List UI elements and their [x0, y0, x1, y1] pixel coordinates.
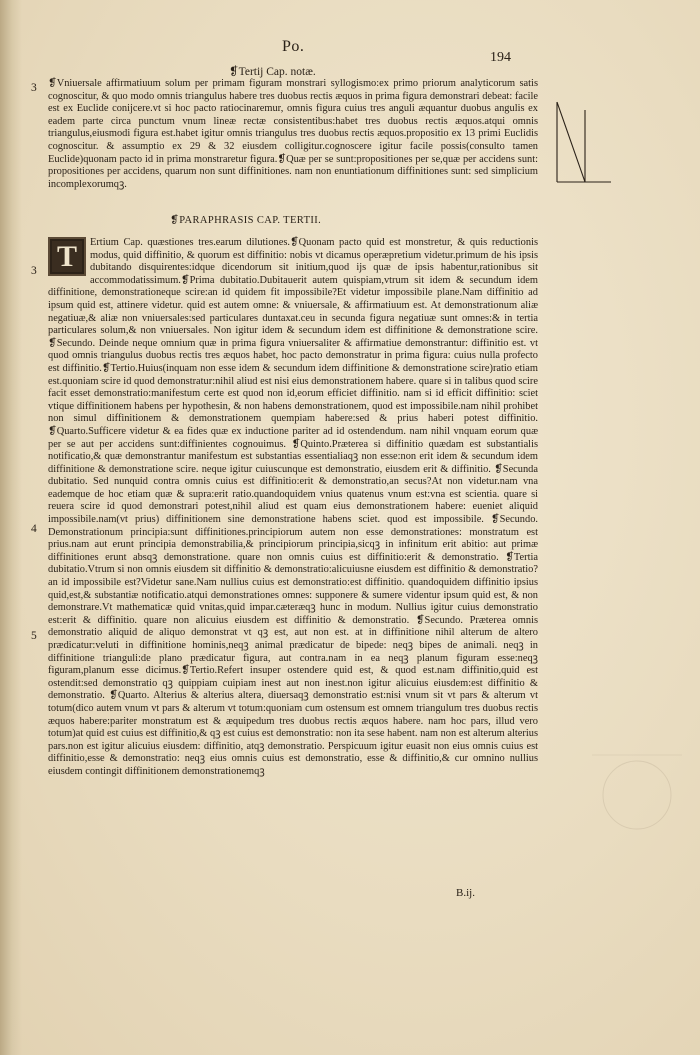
paraphrasis-heading: ❡PARAPHRASIS CAP. TERTII. — [170, 215, 322, 226]
margin-number: 3 — [31, 82, 37, 94]
note-text: ❡Vniuersale affirmatiuum solum per primam figuram monstrari syllogismo:ex primo priorum analyticorum satis cognoscitur, & quo modo omnis triangulus habere tres duobus rectis æquos in prima figura demonstrari debeat: facile est ex Euclide conijcere.vt si hoc pacto ratiocinaremur, omnis figura cuius tres anguli æquantur duobus angulis ex eadem parte circa punctum vnum lineæ rectæ consistentibus:habet tres duobus rectis æquos.atqui omnis triangulus,eiusmodi figura est.habet igitur omnis triangulus tres duobus rectis æquos.propositio ex 13 primi Euclidis cognoscitur. & assumptio ex 29 & 32 eiusdem colligitur.cognoscere igitur facile possis(consulto tamen Euclide)quonam pacto id in prima monstraretur figura.❡Quæ per se sunt:propositiones per se,quæ per accidens sunt: propositiones per accidens, quarum non sunt diffinitiones. nam non enuntiationum diffinitiones sunt: sed simplicium incomplexorumqꝫ. — [48, 78, 538, 190]
decorated-initial: T — [48, 237, 86, 276]
margin-number: 5 — [31, 630, 37, 642]
note-heading: ❡Tertij Cap. notæ. — [229, 66, 316, 78]
paraphrasis-text: Ertium Cap. quæstiones tres.earum dilutiones.❡Quonam pacto quid est monstretur, & quis reductionis modus, quid diffinitio, & quorum est diffinitio: nobis vt dicamus operæpretium videtur.primum de his ipsis dubitando disquirentes:idque dicendorum sit initium,quod ijs quæ de ipsis habentur,rationibus sit accommodatissimum.❡Prima dubitatio.Dubitauerit autem quispiam,vtrum sit idem & secundum idem diffinitione, demonstrationeque scire:an id quidem fit impossibile?Et videtur impossibile plane.Nam diffinitio ad ipsum quid est, attinere videtur. quid est autem omne: & vniuersale, & affirmatiuum est. At demonstrationum aliæ negatiuæ,& aliæ non vniuersales:sed particulares duntaxat.ceu in secunda figura negatiuæ sunt omnes:& in tertia particulares solum,& non vniuersales. Non igitur idem & secundum idem est diffinitione & demonstratione scire. ❡Secundo. Deinde neque omnium quæ in prima figura vniuersaliter & affirmatiue demonstrantur: diffinitio est. vt quod omnis triangulus duobus rectis tres æquos habet, hoc pacto demonstratur in prima figura: cuius nulla profecto est diffinitio.❡Tertio.Huius(inquam non esse idem & secundum idem diffinitione & demonstratione scire)ratio etiam est.quoniam scire id quod demonstratur:nihil aliud est nisi eius demonstrationem habere. quare si in talibus quod scire facit esset demonstratio:manifestum certe est quod non id,eorum efficiet diffinitio. nam si id efficit diffinitio: sciet vtique diffinitionem habens per hypothesin, & non habens demonstrationem, quod est impossibile.nam nihil prohibet non simul diffinitionem & demonstrationem quempiam habere:sed & prius haberi potest diffinitio. ❡Quarto.Sufficere videtur & ea fides quæ ex inductione pariter ad id ostendendum. nam nihil vnquam eorum quæ per se aut per accidens sunt:diffinientes cognouimus. ❡Quinto.Præterea si diffinitio quædam est substantialis notificatio,& quæ demonstrantur manifestum est substantias essentialiaqꝫ non esse:non erit idem & secundum idem diffinitione & demonstratione scire. neque igitur cuiuscunque est demonstratio, eiusdem erit & diffinitio. ❡Secunda dubitatio. Sed nunquid contra omnis cuius est diffinitio:erit & demonstratio,an secus?At non videtur.nam vna eademque de hoc etiam quæ & supra:erit ratio.quandoquidem vnius quatenus vnum est:vna est scientia. quare si reuera scire id quod demonstrari potest,nihil aliud est quam eius demonstrationem habere: eueniet aliquid impossibile.nam(vt prius) diffinitionem sine demonstratione habens sciet. quod est impossibile. ❡Secundo. Demonstrationum principia:sunt diffinitiones.principiorum autem non esse demonstrationes: monstratum est prius.nam aut erunt principia demonstrabilia,& principiorum principia,sicqꝫ in infinitum erit abitio: aut primæ diffinitiones erunt absqꝫ demonstratione. quare non omnis cuius est diffinitio:erit & demonstratio. ❡Tertia dubitatio.Vtrum si non omnis eiusdem sit diffinitio & demonstratio:alicuiusne eiusdem est diffinitio & demonstratio? an id impossibile est?Videtur sane.Nam nullius cuius est demonstratio:est diffinitio. quandoquidem diffinitio ipsius quid,est,& substantiæ notificatio.atqui demonstrationes omnes: supponere & sumere videntur ipsum quid est, & non demonstrare.Vt mathematicæ quid vnitas,quid impar.cæteræqꝫ hunc in modum. Nullius igitur cuius demonstratio est:erit & diffinitio. quare non alicuius eiusdem est diffinitio & demonstratio. ❡Secundo. Præterea omnis demonstratio aliquid de aliquo demonstrat vt qꝫ est, aut non est. at in diffinitione nihil alterum de altero prædicatur:veluti in diffinitione hominis,neqꝫ animal prædicatur de bipede: neqꝫ bipes de animali. neqꝫ in diffinitione trianguli:de plano prædicatur figura, aut contra.nam in ea neqꝫ planum figuram esse:neqꝫ figuram,planum esse dicimus.❡Tertio.Refert insuper ostendere quid est, & quod est.nam diffinitio,quid est ostendit:sed demonstratio qꝫ quippiam cuipiam inest aut non inest.non igitur alicuius eiusdem:est diffinitio & demonstratio. ❡Quarto. Alterius & alterius altera, diuersaqꝫ demonstratio est:nisi vnum sit vt pars & alterum vt totum(dico autem vnum vt pars & alterum vt totum:quoniam cum ostensum est omnem triangulum tres duobus rectis æquos habere:pariter monstratum est & æquipedum tres duobus rectis æquos habere. nam hoc pars, illud vero totum)at quid est cuius est diffinitio,& qꝫ est cuius est demonstratio: non ita sese habent. nam non est alterum alterius pars.non est igitur alicuius eiusdem: diffinitio, atqꝫ demonstratio. Perspicuum igitur euasit non eius omnis cuius est diffinitio,esse & demonstratio: neqꝫ eius omnis cuius est demonstratio, esse & diffinitio,& cur omnino nullius eiusdem contingit diffinitionem demonstrationemqꝫ — [48, 237, 538, 777]
folio-number: 194 — [490, 50, 511, 65]
margin-number: 3 — [31, 265, 37, 277]
running-head: Po. — [282, 38, 305, 55]
paraphrasis-block — [48, 237, 538, 779]
note-block — [48, 78, 538, 191]
gutter-shadow — [0, 0, 22, 1055]
show-through-offset — [582, 735, 692, 845]
margin-number: 4 — [31, 523, 37, 535]
signature-mark: B.ij. — [456, 887, 475, 899]
triangle-figure — [553, 100, 615, 190]
